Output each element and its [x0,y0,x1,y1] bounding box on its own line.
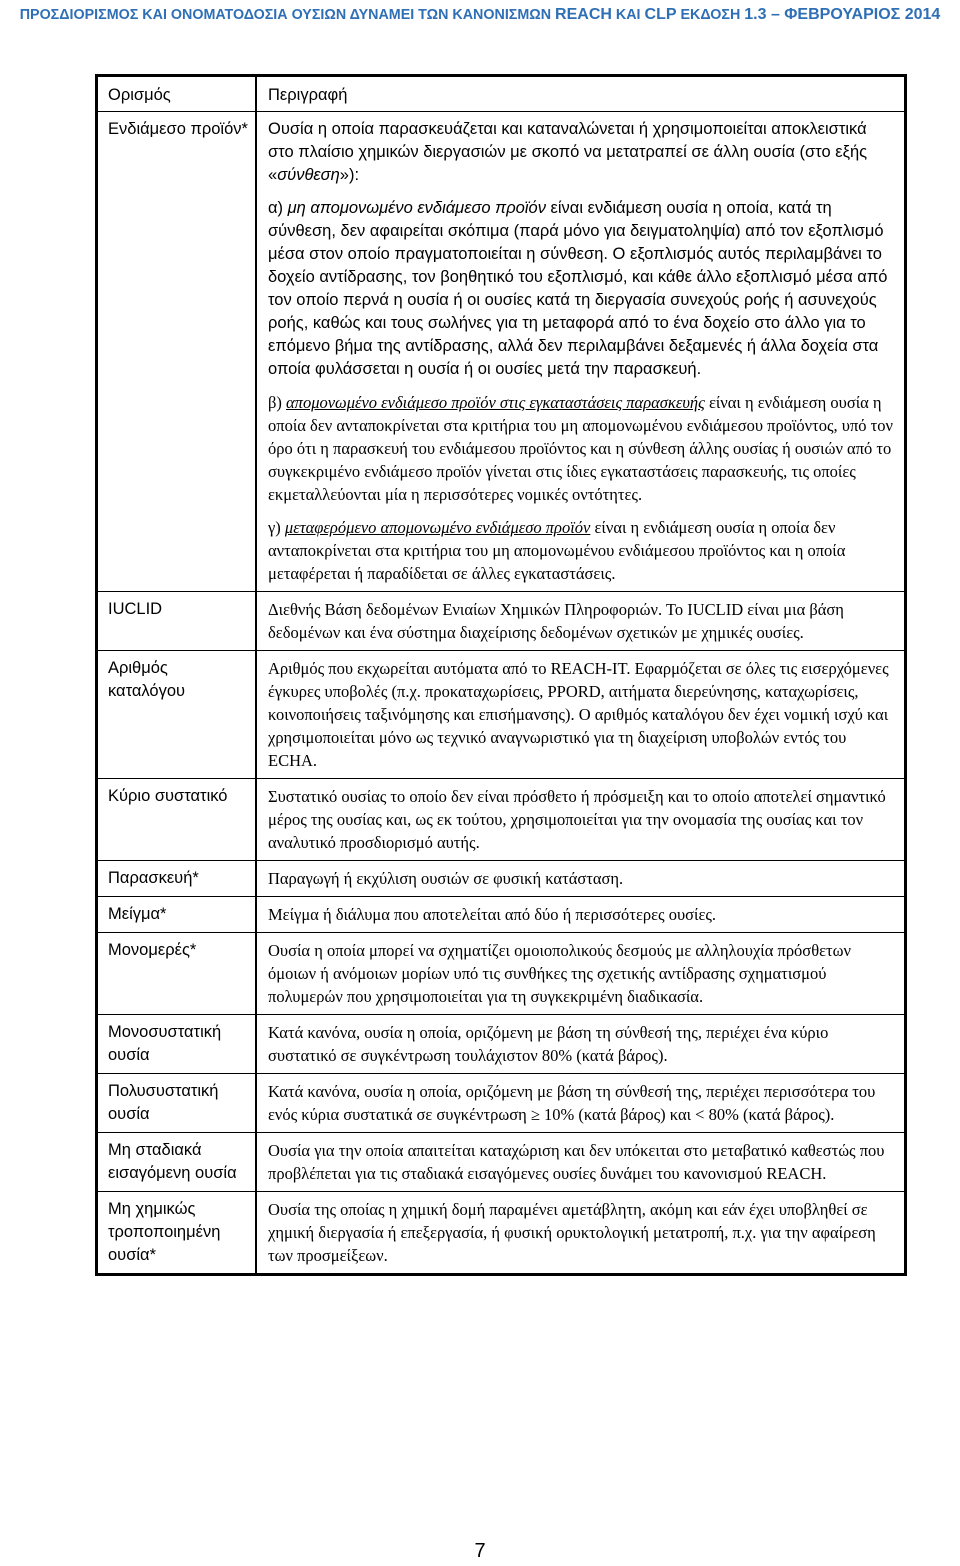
term-cell: Μείγμα* [98,897,257,932]
description-cell [257,112,904,591]
description-cell: Ουσία για την οποία απαιτείται καταχώριση και δεν υπόκειται στο μεταβατικό καθεστώς που προβλέπεται για τις σταδιακά εισαγόμενες ουσίες δυνάμει του κανονισμού REACH. [268,1141,885,1183]
description-cell: Συστατικό ουσίας το οποίο δεν είναι πρόσθετο ή πρόσμειξη και το οποίο αποτελεί σημαντικό μέρος της ουσίας και, ως εκ τούτου, χρησιμοποιείται για την ονομασία της ουσίας και τον αναλυτικό προσδιορισμό αυτής. [268,787,886,852]
column-header-term: Ορισμός [98,77,257,111]
header-date: – ΦΕΒΡΟΥΑΡΙΟΣ 2014 [766,6,941,23]
table-row [98,650,904,778]
term-cell: Μονοσυστατική ουσία [98,1015,257,1073]
description-cell: Διεθνής Βάση δεδομένων Ενιαίων Χημικών Πληροφοριών. Το IUCLID είναι μια βάση δεδομένων και ένα σύστημα διαχείρισης δεδομένων σχετικών με χημικές ουσίες. [268,600,844,642]
definitions-table [95,74,907,1276]
description-cell: Κατά κανόνα, ουσία η οποία, οριζόμενη με βάση τη σύνθεσή της, περιέχει περισσότερα του ενός κύρια συστατικά σε συγκέντρωση ≥ 10% (κατά βάρος) και < 80% (κατά βάρος). [268,1082,876,1124]
term-cell: Ενδιάμεσο προϊόν* [98,112,257,591]
term-cell: Μονομερές* [98,933,257,1014]
term-cell: Παρασκευή* [98,861,257,896]
term-cell: Αριθμός καταλόγου [98,651,257,778]
description-cell: Αριθμός που εκχωρείται αυτόματα από το REACH-IT. Εφαρμόζεται σε όλες τις εισερχόμενες έγκυρες υποβολές (π.χ. προκαταχωρίσεις, PPORD, αιτήματα διερεύνησης, καταχωρίσεις, κοινοποιήσεις ταξινόμησης και επισήμανσης). Ο αριθμός καταλόγου δεν έχει νομική ισχύ και χρησιμοποιείται μόνο ως τεχνικό αναγνωριστικό για τη διαχείριση υποβολών εντός του ECHA. [268,659,889,770]
table-row-intermediate [98,111,904,591]
table-row [98,778,904,860]
description-cell: Παραγωγή ή εκχύλιση ουσιών σε φυσική κατάσταση. [268,869,624,888]
description-cell: Ουσία η οποία μπορεί να σχηματίζει ομοιοπολικούς δεσμούς με αλληλουχία πρόσθετων όμοιων ή ανόμοιων μορίων υπό τις συνθήκες της σχετικής αντίδρασης σχηματισμού πολυμερών που χρησιμοποιείται για τη συγκεκριμένη διαδικασία. [268,941,851,1006]
table-row [98,1014,904,1073]
intermediate-item-c: γ) μεταφερόμενο απομονωμένο ενδιάμεσο προϊόν είναι η ενδιάμεση ουσία η οποία δεν ανταποκρίνεται στα κριτήρια του μη απομονωμένου ενδιάμεσου προϊόντος και η οποία μεταφέρεται ή παραδίδεται σε άλλες εγκαταστάσεις. [268,518,846,583]
table-row [98,860,904,896]
intermediate-item-a: α) μη απομονωμένο ενδιάμεσο προϊόν είναι ενδιάμεση ουσία η οποία, κατά τη σύνθεση, δεν αφαιρείται σκόπιμα (παρά μόνο για δειγματοληψία) από τον εξοπλισμό μέσα στον οποίο πραγματοποιείται η σύνθεση. Ο εξοπλισμός αυτός περιλαμβάνει το δοχείο αντίδρασης, τον βοηθητικό του εξοπλισμό, και κάθε άλλο εξοπλισμό μέσα από τον οποίο περνά η ουσία ή οι ουσίες κατά τη διεργασία συνεχούς ροής ή ασυνεχούς ροής, καθώς και τους σωλήνες για τη μεταφορά από το ένα δοχείο στο άλλο για το επόμενο βήμα της αντίδρασης, αλλά δεν περιλαμβάνει δεξαμενές ή άλλα δοχεία στα οποία φυλάσσεται η ουσία ή οι ουσίες μετά την παρασκευή. [268,199,888,378]
header-clp: CLP [644,6,677,23]
term-cell: IUCLID [98,592,257,650]
table-row [98,1073,904,1132]
description-cell: Κατά κανόνα, ουσία η οποία, οριζόμενη με βάση τη σύνθεσή της, περιέχει ένα κύριο συστατικό σε συγκέντρωση τουλάχιστον 80% (κατά βάρος). [268,1023,829,1065]
header-and: ΚΑΙ [611,7,645,23]
table-row [98,591,904,650]
running-header [0,6,960,24]
table-header-row [98,77,904,111]
table-row [98,1132,904,1191]
header-version: 1.3 [744,6,767,23]
table-row [98,896,904,932]
term-cell: Πολυσυστατική ουσία [98,1074,257,1132]
table-row [98,1191,904,1273]
description-cell: Μείγμα ή διάλυμα που αποτελείται από δύο ή περισσότερες ουσίες. [268,905,717,924]
term-cell: Μη σταδιακά εισαγόμενη ουσία [98,1133,257,1191]
description-cell: Ουσία της οποίας η χημική δομή παραμένει αμετάβλητη, ακόμη και εάν έχει υποβληθεί σε χημική διεργασία ή επεξεργασία, ή φυσική ορυκτολογική μετατροπή, π.χ. για την αφαίρεση των προσμείξεων. [268,1200,876,1265]
table-row [98,932,904,1014]
page-number: 7 [474,1540,486,1562]
header-edition: ΕΚΔΟΣΗ [676,7,745,23]
column-header-description: Περιγραφή [268,86,348,104]
term-cell: Μη χημικώς τροποποιημένη ουσία* [98,1192,257,1273]
header-reach: REACH [555,6,612,23]
intermediate-intro: Ουσία η οποία παρασκευάζεται και καταναλώνεται ή χρησιμοποιείται αποκλειστικά στο πλαίσιο χημικών διεργασιών με σκοπό να μετατραπεί σε άλλη ουσία (στο εξής «σύνθεση»): [268,120,868,184]
term-cell: Κύριο συστατικό [98,779,257,860]
intermediate-item-b: β) απομονωμένο ενδιάμεσο προϊόν στις εγκαταστάσεις παρασκευής είναι η ενδιάμεση ουσία η οποία δεν ανταποκρίνεται στα κριτήρια του μη απομονωμένου ενδιάμεσου προϊόντος, υπό τον όρο ότι η παρασκευή του ενδιάμεσου προϊόντος και η σύνθεση άλλης ουσίας ή ουσιών από το συγκεκριμένο ενδιάμεσο προϊόν γίνεται στις ίδιες εγκαταστάσεις παρασκευής, τις οποίες εκμεταλλεύονται μία η περισσότερες νομικές οντότητες. [268,393,893,504]
header-prefix: ΠΡΟΣΔΙΟΡΙΣΜΟΣ ΚΑΙ ΟΝΟΜΑΤΟΔΟΣΙΑ ΟΥΣΙΩΝ ΔΥΝΑΜΕΙ ΤΩΝ ΚΑΝΟΝΙΣΜΩΝ [19,7,556,23]
